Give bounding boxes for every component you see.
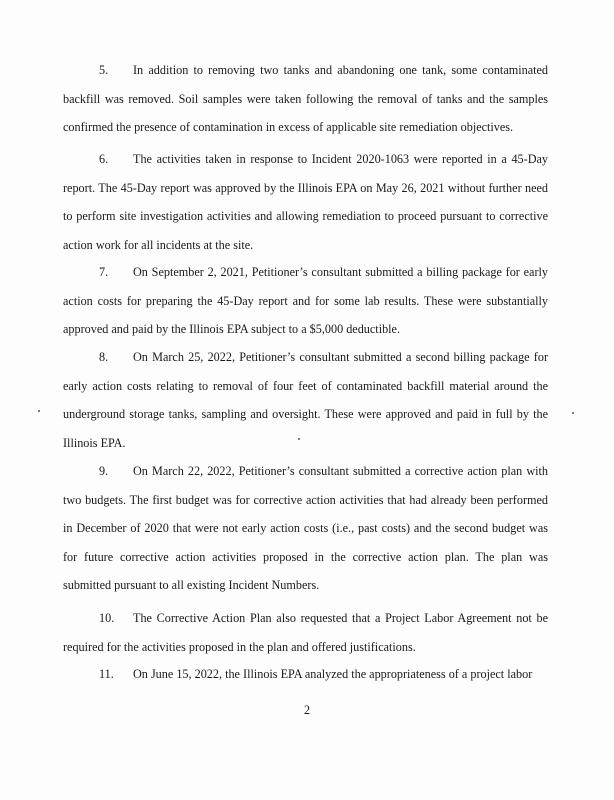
paragraph-text: On March 22, 2022, Petitioner’s consultant submitted a corrective action plan with two budgets. The first budget was for corrective action activities that had already been performed in December of 2020 that were not early action costs (i.e., past costs) and the second budget was for future corrective action activities proposed in the corrective action plan. The plan was submitted pursuant to all existing Incident Numbers.	[63, 464, 548, 593]
paragraph-number: 11.	[99, 667, 114, 681]
paragraph-5	[63, 56, 548, 142]
scan-speck	[38, 410, 40, 412]
paragraph-text: In addition to removing two tanks and abandoning one tank, some contaminated backfill was removed. Soil samples were taken following the removal of tanks and the samples confirmed the presence of contamination in excess of applicable site remediation objectives.	[63, 63, 548, 135]
paragraph-6	[63, 145, 548, 259]
paragraph-number: 7.	[99, 265, 109, 279]
paragraph-text: On June 15, 2022, the Illinois EPA analyzed the appropriateness of a project labor	[133, 667, 533, 681]
paragraph-11	[63, 660, 548, 689]
paragraph-number: 10.	[99, 611, 115, 625]
scan-speck	[572, 412, 574, 414]
paragraph-10	[63, 604, 548, 661]
paragraph-text: On March 25, 2022, Petitioner’s consultant submitted a second billing package for early action costs relating to removal of four feet of contaminated backfill material around the underground storage tanks, sampling and oversight. These were approved and paid in full by the Illinois EPA.	[63, 350, 548, 450]
paragraph-text: On September 2, 2021, Petitioner’s consultant submitted a billing package for early action costs for preparing the 45-Day report and for some lab results. These were substantially approved and paid by the Illinois EPA subject to a $5,000 deductible.	[63, 265, 548, 337]
paragraph-number: 8.	[99, 350, 109, 364]
page-number: 2	[303, 703, 311, 717]
paragraph-8	[63, 343, 548, 457]
paragraph-7	[63, 258, 548, 344]
paragraph-9	[63, 457, 548, 600]
paragraph-text: The activities taken in response to Incident 2020-1063 were reported in a 45-Day report. The 45-Day report was approved by the Illinois EPA on May 26, 2021 without further need to perform site investigation activities and allowing remediation to proceed pursuant to corrective action work for all incidents at the site.	[63, 152, 548, 252]
paragraph-text: The Corrective Action Plan also requested that a Project Labor Agreement not be required for the activities proposed in the plan and offered justifications.	[63, 611, 548, 654]
scan-speck	[298, 438, 300, 440]
paragraph-number: 9.	[99, 464, 109, 478]
paragraph-number: 6.	[99, 152, 109, 166]
paragraph-number: 5.	[99, 63, 109, 77]
